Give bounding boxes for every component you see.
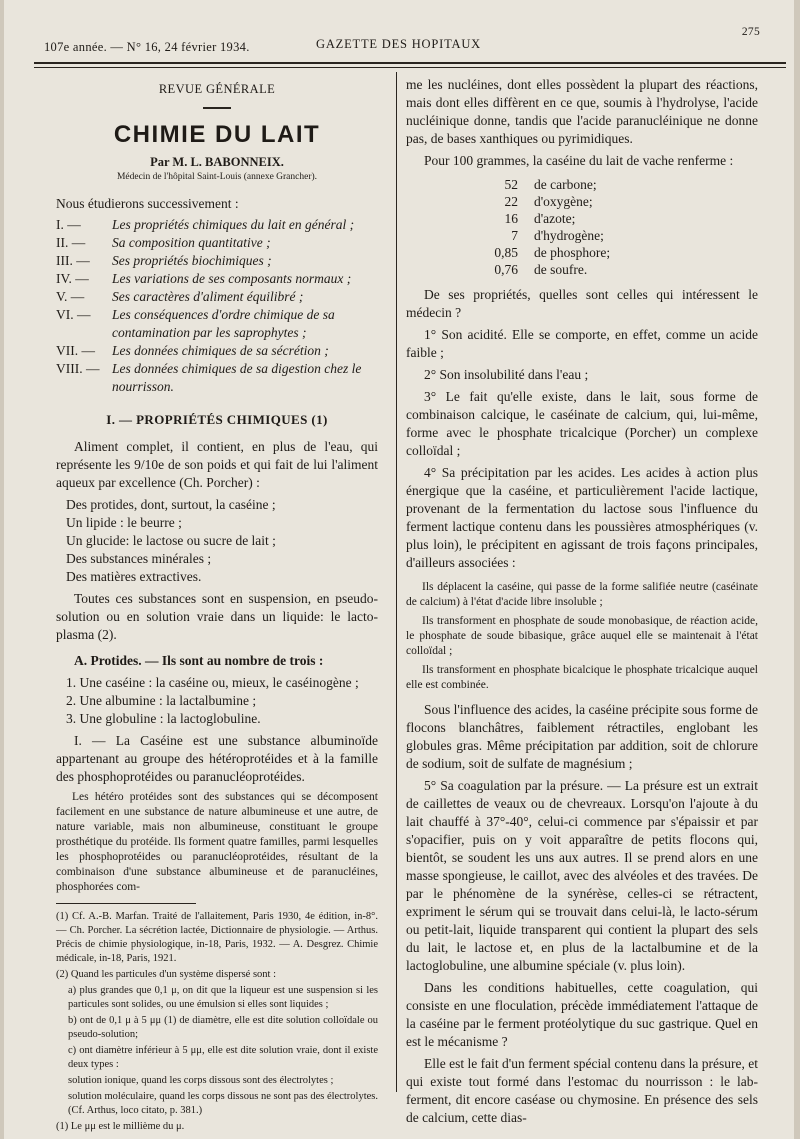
- list-item: Des protides, dont, surtout, la caséine ;: [66, 497, 276, 512]
- paragraph: De ses propriétés, quelles sont celles qui intéressent le médecin ?: [406, 287, 758, 320]
- contents-item: VII. — Les données chimiques de sa sécrétion ;: [56, 343, 329, 358]
- composition-table: [406, 176, 758, 278]
- footnote: a) plus grandes que 0,1 μ, on dit que la liqueur est une suspension si les particules sont solides, ou une émulsion si elles sont liquides ;: [68, 985, 378, 1010]
- list-item: Un glucide: le lactose ou sucre de lait ;: [66, 533, 276, 548]
- small-paragraph: Ils transforment en phosphate de soude monobasique, de réaction acide, le phosphate de soude bibasique, grâce auquel elle se maintenait à l'état colloïdal ;: [406, 615, 758, 657]
- small-paragraph: Ils déplacent la caséine, qui passe de la forme salifiée neutre (caséinate de calcium) à l'état d'acide libre insoluble ;: [406, 581, 758, 608]
- footnote: solution ionique, quand les corps dissous sont des électrolytes ;: [68, 1075, 334, 1086]
- protides-list: [56, 674, 378, 728]
- contents-item: V. — Ses caractères d'aliment équilibré ;: [56, 289, 304, 304]
- table-row: 7 d'hydrogène;: [511, 228, 604, 243]
- paragraph: 3° Le fait qu'elle existe, dans le lait, sous forme de combinaison calcique, le caséinate de calcium, qui, lui-même, forme avec le phosphate tricalcique (Porcher) un complexe colloïdal ;: [406, 389, 758, 458]
- footnote: (1) Cf. A.-B. Marfan. Traité de l'allaitement, Paris 1930, 4e édition, in-8°. — Ch. Porcher. La sécrétion lactée, Dictionnaire de physiologie. — Arthus. Précis de chimie physiologique, in-18, Paris, 1932. — A. Desgrez. Chimie médicale, in-18, Paris, 1921.: [56, 911, 378, 964]
- journal-page: [4, 0, 794, 1139]
- small-paragraph: Ils transforment en phosphate bicalcique le phosphate tricalcique auquel elle est combinée.: [406, 664, 758, 691]
- footnote: b) ont de 0,1 μ à 5 μμ (1) de diamètre, elle est dite solution colloïdale ou pseudo-solution;: [68, 1015, 378, 1040]
- contents-item: II. — Sa composition quantitative ;: [56, 235, 271, 250]
- intro-line: Nous étudierons successivement :: [56, 196, 239, 211]
- list-item: 3. Une globuline : la lactoglobuline.: [66, 711, 261, 726]
- contents-item: I. — Les propriétés chimiques du lait en général ;: [56, 217, 355, 232]
- table-row: 22 d'oxygène;: [504, 194, 593, 209]
- header-rule-thin: [34, 67, 786, 68]
- table-row: 52 de carbone;: [504, 177, 597, 192]
- paragraph: Elle est le fait d'un ferment spécial contenu dans la présure, et qui existe tout formé dans l'estomac du nourrisson : le lab-ferment, dit encore caséase ou chymosine. En présence des sels de calcium, cette dias-: [406, 1056, 758, 1125]
- column-divider: [396, 72, 397, 1092]
- subheading-protides: A. Protides. — Ils sont au nombre de trois :: [74, 653, 324, 668]
- paragraph: Sous l'influence des acides, la caséine précipite sous forme de flocons blanchâtres, faiblement rétractiles, englobant les globules gras. Même précipitation par addition, soit de chlorure de sodium, soit de sulfate de magnésium ;: [406, 702, 758, 771]
- article-title: CHIMIE DU LAIT: [113, 121, 321, 148]
- table-row: 0,85 de phosphore;: [494, 245, 611, 260]
- issue-line: 107e année. — N° 16, 24 février 1934.: [44, 40, 250, 54]
- right-column: [406, 76, 758, 1131]
- contents-list: [56, 216, 378, 396]
- paragraph: 1° Son acidité. Elle se comporte, en effet, comme un acide faible ;: [406, 327, 758, 360]
- footnote: solution moléculaire, quand les corps dissous ne sont pas des électrolytes. (Cf. Arthus, loco citato, p. 381.): [68, 1091, 378, 1116]
- title-divider: [203, 107, 231, 109]
- paragraph: 4° Sa précipitation par les acides. Les acides à action plus énergique que la caséine, et particulièrement l'acide lactique, provenant de la fermentation du lactose sous l'influence du ferment lactique contenu dans les poussières atmosphériques (v. plus loin), le précipitent en agissant de trois façons principales, d'ailleurs associées :: [406, 465, 758, 570]
- paragraph: me les nucléines, dont elles possèdent la plupart des réactions, mais dont elles diffèrent en ce que, soumis à l'hydrolyse, l'acide nucléinique donne, tandis que l'acide paranucléinique ne donne pas, de bases xanthiques ou pyrimidiques.: [406, 77, 758, 146]
- author-affiliation: Médecin de l'hôpital Saint-Louis (annexe Grancher).: [116, 172, 318, 182]
- author-byline: Par M. L. BABONNEIX.: [150, 155, 284, 169]
- components-list: [56, 496, 378, 586]
- list-item: 1. Une caséine : la caséine ou, mieux, le caséinogène ;: [66, 675, 359, 690]
- journal-title: GAZETTE DES HOPITAUX: [316, 37, 481, 51]
- contents-item: VIII. — Les données chimiques de sa digestion chez le nourrisson.: [56, 361, 362, 394]
- table-row: 0,76 de soufre.: [494, 262, 588, 277]
- paragraph: 2° Son insolubilité dans l'eau ;: [424, 367, 589, 382]
- footnote-divider: [56, 903, 196, 904]
- small-paragraph: Les hétéro protéides sont des substances qui se décomposent facilement en une substance de nature albumineuse et une autre, de nature variable, mais non albumineuse, constituant le groupe prosthétique du protéide. Ils forment quatre familles, parmi lesquelles les phosphoprotéides ou paranucléoprotéides, résultant de la combinaison d'une substance albumineuse et de paranucléines, phosphorées com-: [56, 791, 378, 893]
- paragraph: Pour 100 grammes, la caséine du lait de vache renferme :: [424, 153, 734, 168]
- footnote: (1) Le μμ est le millième du μ.: [56, 1121, 185, 1132]
- list-item: 2. Une albumine : la lactalbumine ;: [66, 693, 257, 708]
- list-item: Des matières extractives.: [66, 569, 202, 584]
- footnote: c) ont diamètre inférieur à 5 μμ, elle est dite solution vraie, dont il existe deux types :: [68, 1045, 378, 1070]
- contents-item: VI. — Les conséquences d'ordre chimique de sa contamination par les saprophytes ;: [56, 307, 335, 340]
- paragraph: 5° Sa coagulation par la présure. — La présure est un extrait de caillettes de veaux ou de chevreaux. Lorsqu'on l'ajoute à du lait chauffé à 37°-40°, celui-ci commence par s'épaissir et par s'opacifier, puis on y voit apparaître de petits flocons qui, bientôt, se soudent les uns aux autres. Il se prend alors en une masse spongieuse, le caillot, avec des alvéoles et des travées. De par le phénomène de la synérèse, celles-ci se rétractent, expriment le sérum qui se trouvait dans celui-là, le lacto-sérum ou petit-lait, liquide transparent qui contient la plupart des sels du lait, le lactose et, en plus de la lactalbumine et de la lactoglobuline, une albumine spéciale (v. plus loin).: [406, 778, 758, 973]
- page-number: 275: [741, 26, 760, 38]
- paragraph: Toutes ces substances sont en suspension, en pseudo-solution ou en solution vraie dans un liquide: le lacto-plasma (2).: [56, 591, 378, 642]
- page-header: [44, 26, 764, 60]
- paragraph: Dans les conditions habituelles, cette coagulation, qui consiste en une floculation, précède immédiatement l'attaque de la caséine par le ferment protéolytique du suc gastrique. Quel en est le mécanisme ?: [406, 980, 758, 1049]
- paragraph: I. — La Caséine est une substance albuminoïde appartenant au groupe des hétéroprotéides et à la famille des phosphoprotéides ou paranucléoprotéides.: [56, 733, 378, 784]
- paragraph: Aliment complet, il contient, en plus de l'eau, qui représente les 9/10e de son poids et qui fait de lui l'aliment aqueux par excellence (Ch. Porcher) :: [56, 439, 378, 490]
- list-item: Des substances minérales ;: [66, 551, 212, 566]
- table-row: 16 d'azote;: [504, 211, 576, 226]
- header-rule-thick: [34, 62, 786, 64]
- contents-item: III. — Ses propriétés biochimiques ;: [56, 253, 272, 268]
- list-item: Un lipide : le beurre ;: [66, 515, 182, 530]
- contents-item: IV. — Les variations de ses composants normaux ;: [56, 271, 352, 286]
- left-column: [56, 76, 378, 1136]
- section-heading: REVUE GÉNÉRALE: [158, 82, 276, 96]
- footnote: (2) Quand les particules d'un système dispersé sont :: [56, 969, 277, 980]
- section-title-proprietes: I. — PROPRIÉTÉS CHIMIQUES (1): [106, 412, 328, 427]
